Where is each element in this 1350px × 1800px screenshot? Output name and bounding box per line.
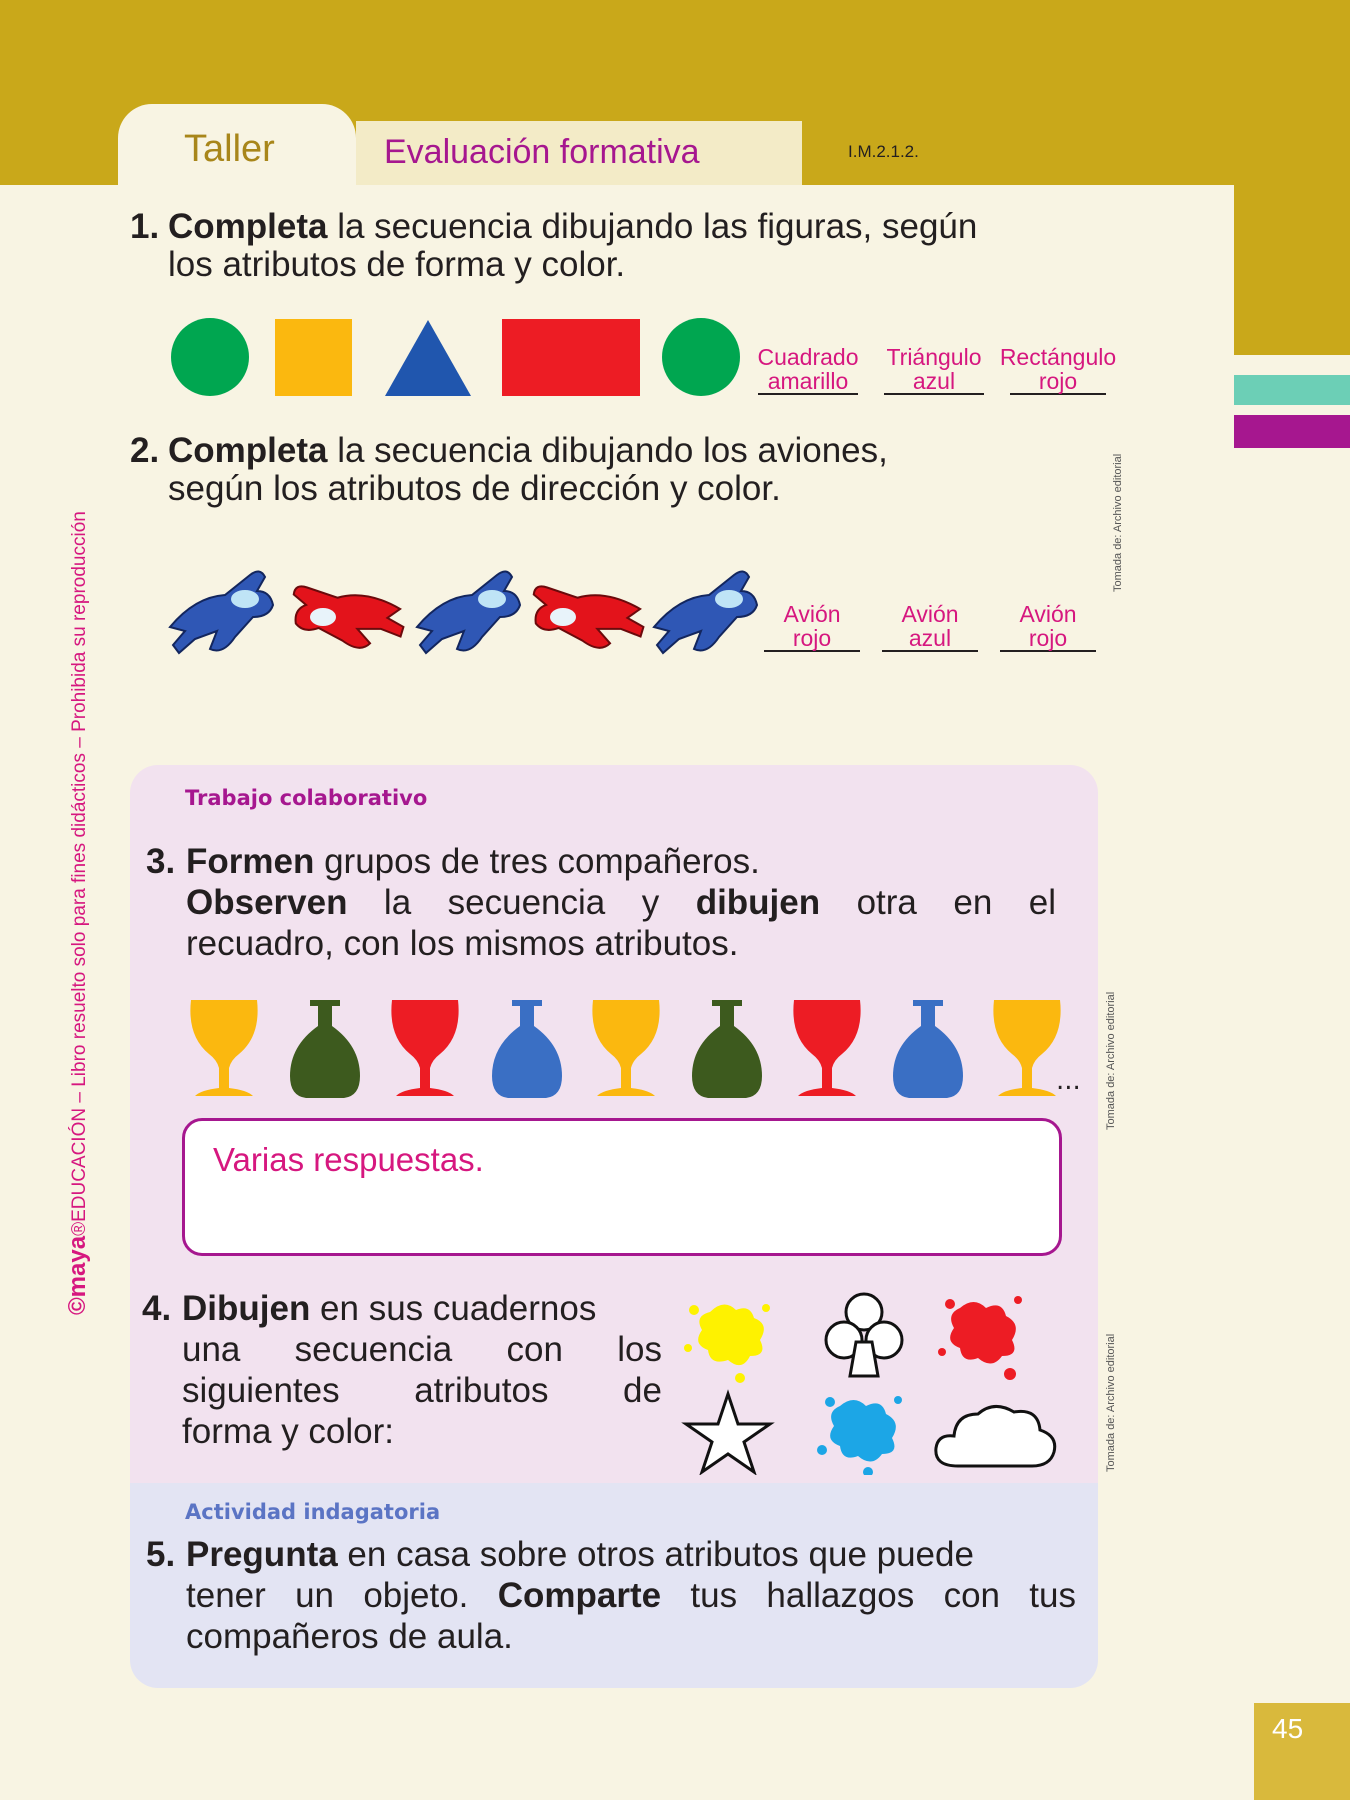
instruction-text: según los atributos de dirección y color. — [168, 469, 781, 508]
answer-line: rojo — [764, 626, 860, 652]
instruction-verb: Completa — [168, 431, 328, 470]
shape-sequence — [160, 310, 760, 400]
instruction-text: una secuencia con los — [182, 1330, 662, 1369]
answer-line: Avión — [783, 601, 841, 627]
club-icon — [826, 1294, 902, 1376]
blue-plane-icon — [654, 571, 757, 653]
answer-text: Varias respuestas. — [213, 1141, 484, 1178]
instruction-text: compañeros de aula. — [186, 1617, 513, 1656]
star-icon — [686, 1394, 770, 1472]
answer-line: Triángulo — [886, 344, 982, 370]
instruction-text: tus hallazgos con tus — [661, 1576, 1076, 1615]
question-2 — [130, 432, 1130, 512]
red-rectangle-shape — [502, 319, 640, 396]
instruction-verb: Formen — [186, 842, 315, 881]
red-plane-icon — [284, 557, 409, 667]
instruction-verb: Observen — [186, 883, 348, 922]
red-splash-icon — [938, 1296, 1022, 1380]
blue-triangle-shape — [385, 320, 471, 396]
q1-answers — [746, 345, 1116, 397]
answer-2 — [882, 602, 978, 652]
instruction-text: siguientes atributos de — [182, 1371, 662, 1410]
collab-section-title: Trabajo colaborativo — [185, 786, 428, 810]
instruction-text: tener un objeto. — [186, 1576, 498, 1615]
brand-logo-text: ©maya — [64, 1235, 91, 1315]
answer-line: Avión — [1019, 601, 1077, 627]
yellow-goblet-icon — [190, 1000, 257, 1096]
yellow-goblet-icon — [993, 1000, 1060, 1096]
taller-label: Taller — [184, 128, 275, 170]
answer-line: amarillo — [758, 369, 858, 395]
cloud-icon — [936, 1406, 1055, 1466]
instruction-text: la secuencia y — [347, 883, 696, 922]
indicator-code: I.M.2.1.2. — [848, 142, 919, 161]
answer-line: rojo — [1000, 626, 1096, 652]
question-number: 4. — [142, 1289, 172, 1328]
question-4 — [142, 1290, 672, 1460]
yellow-splash-icon — [684, 1304, 770, 1383]
page-number: 45 — [1272, 1713, 1304, 1744]
question-3 — [146, 843, 1066, 963]
blue-splash-icon — [817, 1396, 902, 1475]
image-credit: Tomada de: Archivo editorial — [1105, 1333, 1117, 1472]
answer-3 — [994, 345, 1122, 395]
glass-sequence — [185, 996, 1105, 1101]
instruction-text: otra en el — [820, 883, 1057, 922]
question-number: 2. — [130, 431, 160, 470]
red-plane-icon — [524, 557, 649, 667]
question-number: 1. — [130, 207, 160, 246]
purple-stripe — [1234, 415, 1350, 448]
sequence-ellipsis: ... — [1056, 1066, 1081, 1096]
answer-3 — [1000, 602, 1096, 652]
page-number-box — [1254, 1703, 1350, 1800]
answer-2 — [872, 345, 996, 395]
answer-line: azul — [882, 626, 978, 652]
image-credit: Tomada de: Archivo editorial — [1112, 453, 1124, 592]
instruction-verb: dibujen — [695, 883, 821, 922]
red-goblet-icon — [793, 1000, 860, 1096]
plane-sequence — [165, 552, 765, 667]
blue-vase-icon — [893, 1000, 963, 1098]
answer-line: Avión — [901, 601, 959, 627]
question-number: 5. — [146, 1535, 176, 1574]
instruction-text: recuadro, con los mismos atributos. — [186, 924, 739, 963]
section-title-tab — [356, 121, 802, 185]
blue-plane-icon — [417, 571, 520, 653]
instruction-text: la secuencia dibujando los aviones, — [327, 431, 888, 470]
instruction-text: en casa sobre otros atributos que puede — [337, 1535, 974, 1574]
question-number: 3. — [146, 842, 176, 881]
green-vase-icon — [290, 1000, 360, 1098]
inquiry-section-title: Actividad indagatoria — [185, 1500, 441, 1524]
copyright-text: EDUCACIÓN – Libro resuelto solo para fines didácticos – Prohibida su reproducción — [69, 511, 90, 1222]
answer-1 — [764, 602, 860, 652]
instruction-verb: Pregunta — [186, 1535, 338, 1574]
answer-line: azul — [884, 369, 984, 395]
drawing-answer-box[interactable] — [182, 1118, 1062, 1256]
instruction-text: los atributos de forma y color. — [168, 245, 626, 284]
yellow-square-shape — [275, 319, 352, 396]
right-band — [1234, 185, 1350, 355]
answer-1 — [746, 345, 870, 395]
answer-line: rojo — [1010, 369, 1106, 395]
question-5 — [146, 1536, 1076, 1666]
instruction-verb: Completa — [168, 207, 328, 246]
blue-plane-icon — [170, 571, 273, 653]
red-goblet-icon — [391, 1000, 458, 1096]
attribute-icons — [680, 1290, 1065, 1475]
answer-line: Rectángulo — [999, 344, 1117, 370]
copyright-side-text — [64, 511, 92, 1315]
instruction-text: grupos de tres compañeros. — [314, 842, 760, 881]
registered-mark: ® — [69, 1221, 90, 1236]
section-title: Evaluación formativa — [384, 133, 700, 171]
yellow-goblet-icon — [592, 1000, 659, 1096]
q2-answers — [764, 602, 1104, 654]
instruction-text: la secuencia dibujando las figuras, según — [327, 207, 978, 246]
teal-stripe — [1234, 375, 1350, 405]
question-1 — [130, 208, 1130, 288]
answer-line: Cuadrado — [757, 344, 859, 370]
image-credit: Tomada de: Archivo editorial — [1105, 991, 1117, 1130]
instruction-verb: Comparte — [497, 1576, 662, 1615]
instruction-text: en sus cuadernos — [310, 1289, 597, 1328]
blue-vase-icon — [492, 1000, 562, 1098]
green-circle-shape — [171, 318, 249, 396]
green-circle-shape — [662, 318, 740, 396]
instruction-text: forma y color: — [182, 1412, 394, 1451]
taller-tab — [118, 104, 356, 185]
instruction-verb: Dibujen — [182, 1289, 311, 1328]
green-vase-icon — [692, 1000, 762, 1098]
